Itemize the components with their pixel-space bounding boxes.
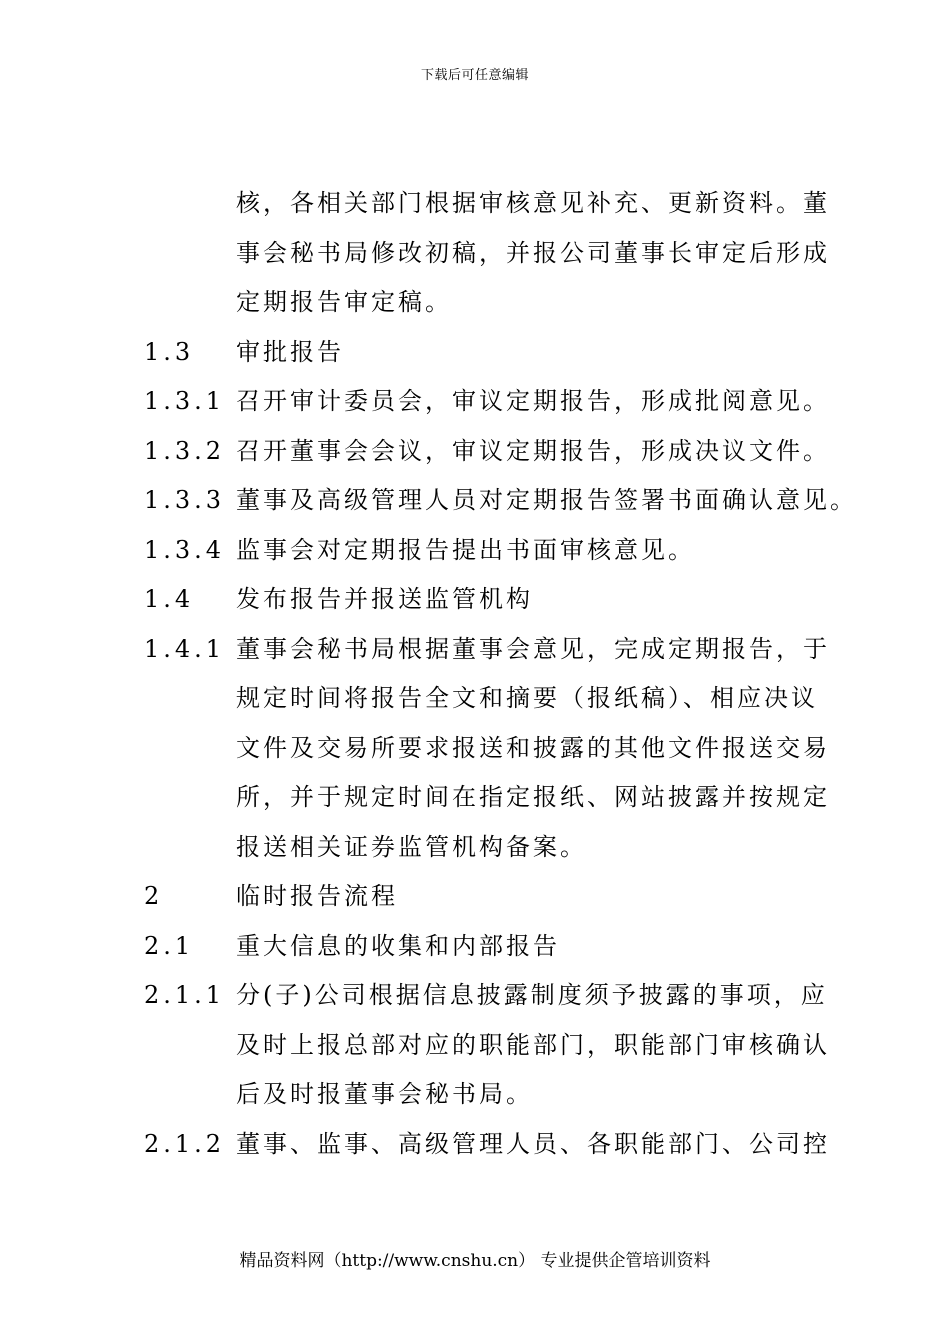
document-line	[0, 871, 950, 921]
document-line	[0, 475, 950, 525]
line-text: 分(子)公司根据信息披露制度须予披露的事项，应	[236, 981, 828, 1009]
document-line	[0, 1119, 950, 1169]
line-text: 规定时间将报告全文和摘要（报纸稿）、相应决议	[236, 684, 818, 712]
line-text: 重大信息的收集和内部报告	[236, 931, 560, 960]
section-number: 1.3	[144, 337, 195, 366]
document-line	[0, 723, 950, 773]
document-line	[0, 376, 950, 426]
line-text: 召开董事会会议，审议定期报告，形成决议文件。	[236, 436, 830, 465]
section-number: 1.3.4	[144, 535, 226, 564]
document-line	[0, 1020, 950, 1070]
section-number: 2.1.1	[144, 981, 226, 1009]
document-line	[0, 178, 950, 228]
line-text: 董事及高级管理人员对定期报告签署书面确认意见。	[236, 486, 857, 514]
line-text: 定期报告审定稿。	[236, 288, 452, 316]
line-text: 文件及交易所要求报送和披露的其他文件报送交易	[236, 733, 830, 762]
section-number: 1.3.1	[144, 387, 226, 415]
line-text: 事会秘书局修改初稿，并报公司董事长审定后形成	[236, 238, 830, 267]
document-line	[0, 624, 950, 674]
line-text: 召开审计委员会，审议定期报告，形成批阅意见。	[236, 387, 830, 415]
document-line	[0, 525, 950, 575]
section-number: 1.3.3	[144, 486, 226, 514]
line-text: 审批报告	[236, 337, 344, 366]
document-line	[0, 970, 950, 1020]
document-line	[0, 426, 950, 476]
line-text: 监事会对定期报告提出书面审核意见。	[236, 535, 695, 564]
line-text: 后及时报董事会秘书局。	[236, 1080, 533, 1108]
section-number: 1.4.1	[144, 634, 226, 663]
line-text: 核，各相关部门根据审核意见补充、更新资料。董	[236, 189, 830, 217]
line-text: 董事、监事、高级管理人员、各职能部门、公司控	[236, 1129, 830, 1158]
section-number: 1.3.2	[144, 436, 226, 465]
document-line	[0, 574, 950, 624]
page-header: 下载后可任意编辑	[420, 68, 529, 83]
document-line	[0, 772, 950, 822]
section-number: 2.1.2	[144, 1129, 226, 1158]
line-text: 发布报告并报送监管机构	[236, 585, 533, 613]
section-number: 2.1	[144, 931, 195, 960]
document-line	[0, 673, 950, 723]
document-line	[0, 228, 950, 278]
document-line	[0, 1069, 950, 1119]
document-line	[0, 822, 950, 872]
page-footer: 精品资料网（http://www.cnshu.cn） 专业提供企管培训资料	[239, 1251, 711, 1271]
document-line	[0, 921, 950, 971]
line-text: 董事会秘书局根据董事会意见，完成定期报告，于	[236, 634, 830, 663]
document-line	[0, 327, 950, 377]
line-text: 临时报告流程	[236, 882, 398, 910]
document-line	[0, 277, 950, 327]
section-number: 1.4	[144, 585, 195, 613]
line-text: 报送相关证券监管机构备案。	[236, 832, 587, 861]
section-number: 2	[144, 882, 164, 910]
line-text: 及时上报总部对应的职能部门，职能部门审核确认	[236, 1030, 830, 1059]
line-text: 所，并于规定时间在指定报纸、网站披露并按规定	[236, 783, 830, 811]
